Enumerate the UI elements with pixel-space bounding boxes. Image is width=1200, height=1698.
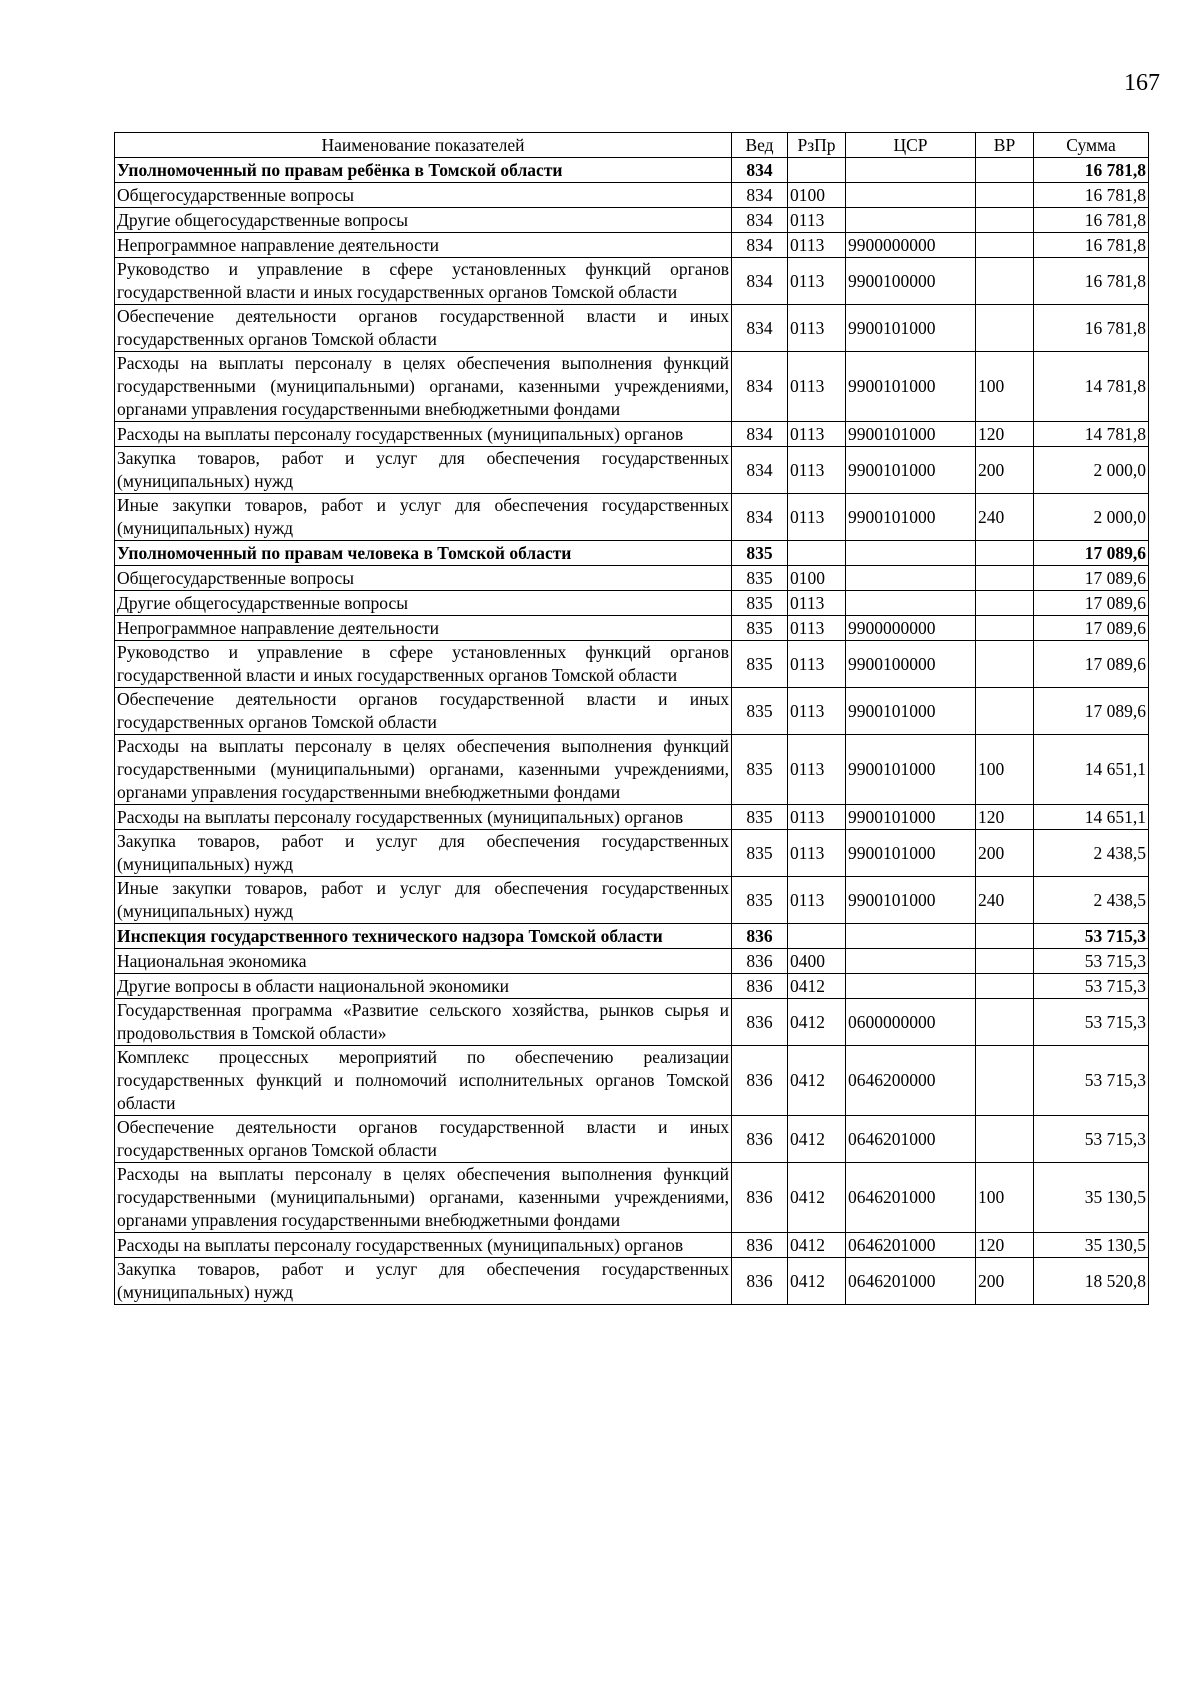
row-name-cell: Закупка товаров, работ и услуг для обеспечения государственных (муниципальных) нужд: [115, 830, 732, 877]
row-name-cell: Иные закупки товаров, работ и услуг для обеспечения государственных (муниципальных) нужд: [115, 877, 732, 924]
row-sum-cell: 16 781,8: [1034, 158, 1149, 183]
row-ved-cell: 834: [732, 158, 788, 183]
row-name-cell: Обеспечение деятельности органов государственной власти и иных государственных органов Томской области: [115, 1116, 732, 1163]
row-csr-cell: [846, 974, 976, 999]
row-vr-cell: [976, 233, 1034, 258]
row-ved-cell: 834: [732, 494, 788, 541]
row-sum-cell: 16 781,8: [1034, 208, 1149, 233]
row-sum-cell: 2 000,0: [1034, 447, 1149, 494]
row-sum-cell: 14 651,1: [1034, 805, 1149, 830]
row-vr-cell: [976, 999, 1034, 1046]
row-sum-cell: 16 781,8: [1034, 258, 1149, 305]
row-sum-cell: 53 715,3: [1034, 924, 1149, 949]
row-vr-cell: 200: [976, 1258, 1034, 1305]
row-name-cell: Другие общегосударственные вопросы: [115, 591, 732, 616]
row-vr-cell: 100: [976, 735, 1034, 805]
row-sum-cell: 16 781,8: [1034, 305, 1149, 352]
row-name-cell: Общегосударственные вопросы: [115, 566, 732, 591]
row-ved-cell: 836: [732, 949, 788, 974]
row-sum-cell: 14 651,1: [1034, 735, 1149, 805]
row-name-cell: Другие вопросы в области национальной экономики: [115, 974, 732, 999]
row-vr-cell: [976, 183, 1034, 208]
row-sum-cell: 53 715,3: [1034, 999, 1149, 1046]
table-row: [115, 616, 1149, 641]
row-ved-cell: 835: [732, 688, 788, 735]
table-row: [115, 1046, 1149, 1116]
table-row: [115, 1116, 1149, 1163]
row-vr-cell: 240: [976, 494, 1034, 541]
row-vr-cell: 200: [976, 447, 1034, 494]
row-csr-cell: [846, 208, 976, 233]
row-name-cell: Комплекс процессных мероприятий по обеспечению реализации государственных функций и полномочий исполнительных органов Томской области: [115, 1046, 732, 1116]
header-sum: Сумма: [1034, 133, 1149, 158]
row-ved-cell: 835: [732, 616, 788, 641]
row-sum-cell: 17 089,6: [1034, 616, 1149, 641]
table-row: [115, 494, 1149, 541]
row-csr-cell: 9900101000: [846, 805, 976, 830]
row-rzpr-cell: 0113: [788, 735, 846, 805]
table-row: [115, 352, 1149, 422]
row-rzpr-cell: 0400: [788, 949, 846, 974]
row-rzpr-cell: 0412: [788, 974, 846, 999]
row-rzpr-cell: 0100: [788, 183, 846, 208]
row-csr-cell: 0646201000: [846, 1116, 976, 1163]
row-vr-cell: 240: [976, 877, 1034, 924]
row-rzpr-cell: 0412: [788, 1116, 846, 1163]
table-row: [115, 305, 1149, 352]
row-csr-cell: [846, 541, 976, 566]
row-sum-cell: 14 781,8: [1034, 352, 1149, 422]
row-csr-cell: 0600000000: [846, 999, 976, 1046]
row-vr-cell: [976, 208, 1034, 233]
row-sum-cell: 16 781,8: [1034, 183, 1149, 208]
row-ved-cell: 835: [732, 641, 788, 688]
row-vr-cell: [976, 591, 1034, 616]
row-ved-cell: 835: [732, 805, 788, 830]
row-vr-cell: [976, 949, 1034, 974]
row-csr-cell: 9900101000: [846, 688, 976, 735]
row-ved-cell: 834: [732, 422, 788, 447]
row-rzpr-cell: 0412: [788, 1258, 846, 1305]
row-ved-cell: 834: [732, 258, 788, 305]
row-sum-cell: 17 089,6: [1034, 688, 1149, 735]
table-row: [115, 422, 1149, 447]
row-sum-cell: 17 089,6: [1034, 591, 1149, 616]
row-rzpr-cell: 0412: [788, 999, 846, 1046]
row-name-cell: Непрограммное направление деятельности: [115, 233, 732, 258]
table-row: [115, 258, 1149, 305]
row-rzpr-cell: 0113: [788, 208, 846, 233]
row-name-cell: Расходы на выплаты персоналу в целях обеспечения выполнения функций государственными (муниципальными) органами, казенными учреждениями, органами управления государственными внебюджетными фондами: [115, 735, 732, 805]
row-ved-cell: 834: [732, 183, 788, 208]
row-ved-cell: 836: [732, 1233, 788, 1258]
row-sum-cell: 53 715,3: [1034, 1046, 1149, 1116]
table-row: [115, 591, 1149, 616]
row-vr-cell: [976, 688, 1034, 735]
row-csr-cell: 9900000000: [846, 233, 976, 258]
row-csr-cell: [846, 924, 976, 949]
table-row: [115, 541, 1149, 566]
row-rzpr-cell: 0113: [788, 305, 846, 352]
row-csr-cell: 0646201000: [846, 1233, 976, 1258]
table-row: [115, 999, 1149, 1046]
row-rzpr-cell: 0113: [788, 591, 846, 616]
row-ved-cell: 836: [732, 1046, 788, 1116]
table-row: [115, 1258, 1149, 1305]
row-ved-cell: 836: [732, 999, 788, 1046]
table-row: [115, 805, 1149, 830]
table-row: [115, 447, 1149, 494]
row-ved-cell: 836: [732, 924, 788, 949]
row-vr-cell: [976, 305, 1034, 352]
row-name-cell: Расходы на выплаты персоналу в целях обеспечения выполнения функций государственными (муниципальными) органами, казенными учреждениями, органами управления государственными внебюджетными фондами: [115, 1163, 732, 1233]
row-rzpr-cell: 0412: [788, 1163, 846, 1233]
row-vr-cell: [976, 158, 1034, 183]
row-rzpr-cell: [788, 541, 846, 566]
row-sum-cell: 18 520,8: [1034, 1258, 1149, 1305]
row-vr-cell: [976, 566, 1034, 591]
row-sum-cell: 14 781,8: [1034, 422, 1149, 447]
row-sum-cell: 2 000,0: [1034, 494, 1149, 541]
row-ved-cell: 835: [732, 566, 788, 591]
row-name-cell: Общегосударственные вопросы: [115, 183, 732, 208]
table-row: [115, 566, 1149, 591]
row-sum-cell: 2 438,5: [1034, 830, 1149, 877]
row-name-cell: Другие общегосударственные вопросы: [115, 208, 732, 233]
row-csr-cell: 0646201000: [846, 1258, 976, 1305]
row-sum-cell: 16 781,8: [1034, 233, 1149, 258]
row-name-cell: Непрограммное направление деятельности: [115, 616, 732, 641]
row-vr-cell: 120: [976, 422, 1034, 447]
header-name: Наименование показателей: [115, 133, 732, 158]
row-ved-cell: 836: [732, 1163, 788, 1233]
row-csr-cell: [846, 158, 976, 183]
row-ved-cell: 834: [732, 208, 788, 233]
row-vr-cell: 100: [976, 1163, 1034, 1233]
row-name-cell: Расходы на выплаты персоналу в целях обеспечения выполнения функций государственными (муниципальными) органами, казенными учреждениями, органами управления государственными внебюджетными фондами: [115, 352, 732, 422]
row-ved-cell: 835: [732, 830, 788, 877]
row-rzpr-cell: 0412: [788, 1046, 846, 1116]
row-csr-cell: 9900101000: [846, 877, 976, 924]
row-vr-cell: 120: [976, 1233, 1034, 1258]
row-name-cell: Обеспечение деятельности органов государственной власти и иных государственных органов Томской области: [115, 688, 732, 735]
row-sum-cell: 53 715,3: [1034, 949, 1149, 974]
row-sum-cell: 2 438,5: [1034, 877, 1149, 924]
header-csr: ЦСР: [846, 133, 976, 158]
row-rzpr-cell: 0412: [788, 1233, 846, 1258]
row-name-cell: Уполномоченный по правам ребёнка в Томской области: [115, 158, 732, 183]
row-sum-cell: 53 715,3: [1034, 1116, 1149, 1163]
row-vr-cell: [976, 1116, 1034, 1163]
row-sum-cell: 17 089,6: [1034, 566, 1149, 591]
row-rzpr-cell: 0113: [788, 830, 846, 877]
table-row: [115, 208, 1149, 233]
table-row: [115, 974, 1149, 999]
header-ved: Вед: [732, 133, 788, 158]
table-row: [115, 1163, 1149, 1233]
row-csr-cell: 9900101000: [846, 352, 976, 422]
row-csr-cell: 0646200000: [846, 1046, 976, 1116]
row-vr-cell: 100: [976, 352, 1034, 422]
table-row: [115, 924, 1149, 949]
row-rzpr-cell: [788, 158, 846, 183]
header-vr: ВР: [976, 133, 1034, 158]
row-sum-cell: 53 715,3: [1034, 974, 1149, 999]
row-name-cell: Инспекция государственного технического надзора Томской области: [115, 924, 732, 949]
row-csr-cell: [846, 591, 976, 616]
table-row: [115, 949, 1149, 974]
row-rzpr-cell: 0100: [788, 566, 846, 591]
row-csr-cell: 9900101000: [846, 735, 976, 805]
row-vr-cell: [976, 616, 1034, 641]
row-ved-cell: 834: [732, 233, 788, 258]
row-ved-cell: 835: [732, 877, 788, 924]
row-ved-cell: 834: [732, 305, 788, 352]
budget-table: [114, 132, 1149, 1305]
table-row: [115, 158, 1149, 183]
table-row: [115, 830, 1149, 877]
row-csr-cell: 9900101000: [846, 830, 976, 877]
row-sum-cell: 17 089,6: [1034, 641, 1149, 688]
row-rzpr-cell: 0113: [788, 616, 846, 641]
row-rzpr-cell: 0113: [788, 805, 846, 830]
table-row: [115, 877, 1149, 924]
row-ved-cell: 836: [732, 1258, 788, 1305]
table-header-row: [115, 133, 1149, 158]
row-rzpr-cell: 0113: [788, 233, 846, 258]
row-rzpr-cell: 0113: [788, 447, 846, 494]
row-csr-cell: [846, 183, 976, 208]
row-name-cell: Обеспечение деятельности органов государственной власти и иных государственных органов Томской области: [115, 305, 732, 352]
row-rzpr-cell: 0113: [788, 641, 846, 688]
row-name-cell: Расходы на выплаты персоналу государственных (муниципальных) органов: [115, 805, 732, 830]
header-rzpr: РзПр: [788, 133, 846, 158]
row-ved-cell: 836: [732, 1116, 788, 1163]
row-vr-cell: 120: [976, 805, 1034, 830]
row-rzpr-cell: 0113: [788, 494, 846, 541]
row-csr-cell: 9900100000: [846, 641, 976, 688]
row-name-cell: Расходы на выплаты персоналу государственных (муниципальных) органов: [115, 1233, 732, 1258]
row-name-cell: Национальная экономика: [115, 949, 732, 974]
row-csr-cell: 9900101000: [846, 305, 976, 352]
row-vr-cell: [976, 541, 1034, 566]
row-name-cell: Иные закупки товаров, работ и услуг для обеспечения государственных (муниципальных) нужд: [115, 494, 732, 541]
row-name-cell: Закупка товаров, работ и услуг для обеспечения государственных (муниципальных) нужд: [115, 1258, 732, 1305]
row-sum-cell: 17 089,6: [1034, 541, 1149, 566]
row-vr-cell: [976, 641, 1034, 688]
row-csr-cell: 9900101000: [846, 447, 976, 494]
table-row: [115, 183, 1149, 208]
row-name-cell: Уполномоченный по правам человека в Томской области: [115, 541, 732, 566]
row-ved-cell: 834: [732, 447, 788, 494]
row-ved-cell: 835: [732, 735, 788, 805]
row-name-cell: Руководство и управление в сфере установленных функций органов государственной власти и иных государственных органов Томской области: [115, 641, 732, 688]
row-vr-cell: [976, 924, 1034, 949]
row-name-cell: Руководство и управление в сфере установленных функций органов государственной власти и иных государственных органов Томской области: [115, 258, 732, 305]
table-row: [115, 688, 1149, 735]
row-vr-cell: [976, 974, 1034, 999]
table-row: [115, 233, 1149, 258]
table-row: [115, 641, 1149, 688]
page-number: 167: [1124, 70, 1160, 96]
row-rzpr-cell: 0113: [788, 877, 846, 924]
row-rzpr-cell: 0113: [788, 422, 846, 447]
row-csr-cell: [846, 949, 976, 974]
row-csr-cell: 9900100000: [846, 258, 976, 305]
row-vr-cell: 200: [976, 830, 1034, 877]
row-name-cell: Расходы на выплаты персоналу государственных (муниципальных) органов: [115, 422, 732, 447]
row-rzpr-cell: [788, 924, 846, 949]
row-name-cell: Государственная программа «Развитие сельского хозяйства, рынков сырья и продовольствия в Томской области»: [115, 999, 732, 1046]
row-ved-cell: 835: [732, 541, 788, 566]
row-csr-cell: [846, 566, 976, 591]
row-rzpr-cell: 0113: [788, 688, 846, 735]
row-csr-cell: 9900101000: [846, 494, 976, 541]
row-ved-cell: 835: [732, 591, 788, 616]
row-csr-cell: 0646201000: [846, 1163, 976, 1233]
row-vr-cell: [976, 258, 1034, 305]
row-csr-cell: 9900000000: [846, 616, 976, 641]
row-csr-cell: 9900101000: [846, 422, 976, 447]
row-rzpr-cell: 0113: [788, 352, 846, 422]
table-row: [115, 735, 1149, 805]
row-ved-cell: 836: [732, 974, 788, 999]
table-row: [115, 1233, 1149, 1258]
row-vr-cell: [976, 1046, 1034, 1116]
row-sum-cell: 35 130,5: [1034, 1163, 1149, 1233]
row-name-cell: Закупка товаров, работ и услуг для обеспечения государственных (муниципальных) нужд: [115, 447, 732, 494]
row-ved-cell: 834: [732, 352, 788, 422]
row-rzpr-cell: 0113: [788, 258, 846, 305]
row-sum-cell: 35 130,5: [1034, 1233, 1149, 1258]
